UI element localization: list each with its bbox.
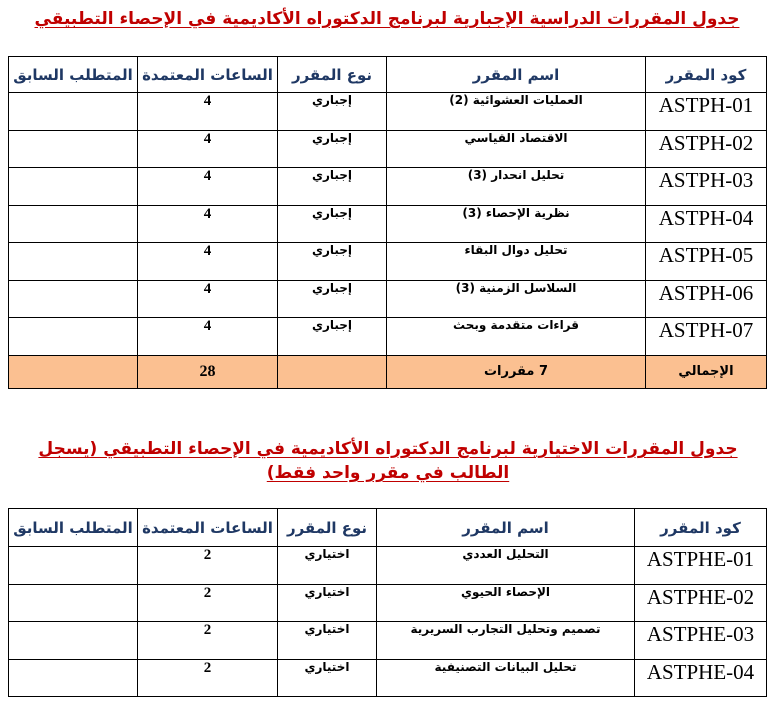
total-course-count: 7 مقررات <box>387 355 646 388</box>
course-type: اختياري <box>278 659 377 697</box>
course-code: ASTPH-06 <box>646 280 767 318</box>
credit-hours: 4 <box>138 280 278 318</box>
prerequisite <box>9 243 138 281</box>
table-row <box>9 205 767 243</box>
course-name: تحليل البيانات التصنيفية <box>377 659 635 697</box>
course-code: ASTPH-05 <box>646 243 767 281</box>
credit-hours: 2 <box>138 547 278 585</box>
table-row <box>9 318 767 356</box>
course-type: إجباري <box>278 205 387 243</box>
course-type: اختياري <box>278 584 377 622</box>
total-type <box>278 355 387 388</box>
course-code: ASTPH-03 <box>646 168 767 206</box>
course-code: ASTPHE-01 <box>635 547 767 585</box>
credit-hours: 4 <box>138 205 278 243</box>
course-code: ASTPH-02 <box>646 130 767 168</box>
course-name: السلاسل الزمنية (3) <box>387 280 646 318</box>
table-row <box>9 584 767 622</box>
course-code: ASTPHE-03 <box>635 622 767 660</box>
prerequisite <box>9 168 138 206</box>
credit-hours: 4 <box>138 93 278 131</box>
table-row <box>9 280 767 318</box>
mandatory-courses-title: جدول المقررات الدراسية الإجبارية لبرنامج الدكتوراه الأكاديمية في الإحصاء التطبيقي <box>34 9 740 29</box>
column-header-type: نوع المقرر <box>278 57 387 93</box>
column-header-prereq: المتطلب السابق <box>9 57 138 93</box>
table-row <box>9 130 767 168</box>
course-type: إجباري <box>278 168 387 206</box>
course-type: إجباري <box>278 130 387 168</box>
credit-hours: 2 <box>138 622 278 660</box>
course-code: ASTPH-01 <box>646 93 767 131</box>
course-type: إجباري <box>278 318 387 356</box>
total-prereq <box>9 355 138 388</box>
prerequisite <box>9 280 138 318</box>
column-header-prereq: المتطلب السابق <box>9 509 138 547</box>
course-name: تحليل انحدار (3) <box>387 168 646 206</box>
column-header-code: كود المقرر <box>646 57 767 93</box>
course-name: التحليل العددي <box>377 547 635 585</box>
course-name: الإحصاء الحيوي <box>377 584 635 622</box>
course-name: تحليل دوال البقاء <box>387 243 646 281</box>
column-header-code: كود المقرر <box>635 509 767 547</box>
prerequisite <box>9 547 138 585</box>
table-row <box>9 659 767 697</box>
total-row <box>9 355 767 388</box>
credit-hours: 2 <box>138 659 278 697</box>
course-type: إجباري <box>278 280 387 318</box>
prerequisite <box>9 622 138 660</box>
elective-courses-table <box>8 508 767 697</box>
column-header-type: نوع المقرر <box>278 509 377 547</box>
course-name: قراءات متقدمة وبحث <box>387 318 646 356</box>
prerequisite <box>9 130 138 168</box>
prerequisite <box>9 584 138 622</box>
mandatory-courses-table <box>8 56 767 389</box>
course-code: ASTPH-04 <box>646 205 767 243</box>
course-name: نظرية الإحصاء (3) <box>387 205 646 243</box>
table-row <box>9 93 767 131</box>
credit-hours: 4 <box>138 243 278 281</box>
prerequisite <box>9 318 138 356</box>
course-code: ASTPH-07 <box>646 318 767 356</box>
course-code: ASTPHE-02 <box>635 584 767 622</box>
course-type: إجباري <box>278 93 387 131</box>
table-row <box>9 547 767 585</box>
total-label: الإجمالي <box>646 355 767 388</box>
prerequisite <box>9 205 138 243</box>
column-header-name: اسم المقرر <box>387 57 646 93</box>
course-name: العمليات العشوائية (2) <box>387 93 646 131</box>
elective-courses-title: جدول المقررات الاختيارية لبرنامج الدكتوراه الأكاديمية في الإحصاء التطبيقي (يسجل الطالب في مقرر واحد فقط) <box>38 439 738 483</box>
credit-hours: 2 <box>138 584 278 622</box>
course-name: الاقتصاد القياسي <box>387 130 646 168</box>
table-row <box>9 168 767 206</box>
course-type: إجباري <box>278 243 387 281</box>
course-type: اختياري <box>278 547 377 585</box>
total-credit-hours: 28 <box>138 355 278 388</box>
course-type: اختياري <box>278 622 377 660</box>
column-header-hours: الساعات المعتمدة <box>138 57 278 93</box>
course-code: ASTPHE-04 <box>635 659 767 697</box>
course-name: تصميم وتحليل التجارب السريرية <box>377 622 635 660</box>
prerequisite <box>9 659 138 697</box>
prerequisite <box>9 93 138 131</box>
credit-hours: 4 <box>138 130 278 168</box>
column-header-name: اسم المقرر <box>377 509 635 547</box>
credit-hours: 4 <box>138 318 278 356</box>
table-row <box>9 243 767 281</box>
column-header-hours: الساعات المعتمدة <box>138 509 278 547</box>
table-header-row <box>9 57 767 93</box>
credit-hours: 4 <box>138 168 278 206</box>
table-header-row <box>9 509 767 547</box>
table-row <box>9 622 767 660</box>
